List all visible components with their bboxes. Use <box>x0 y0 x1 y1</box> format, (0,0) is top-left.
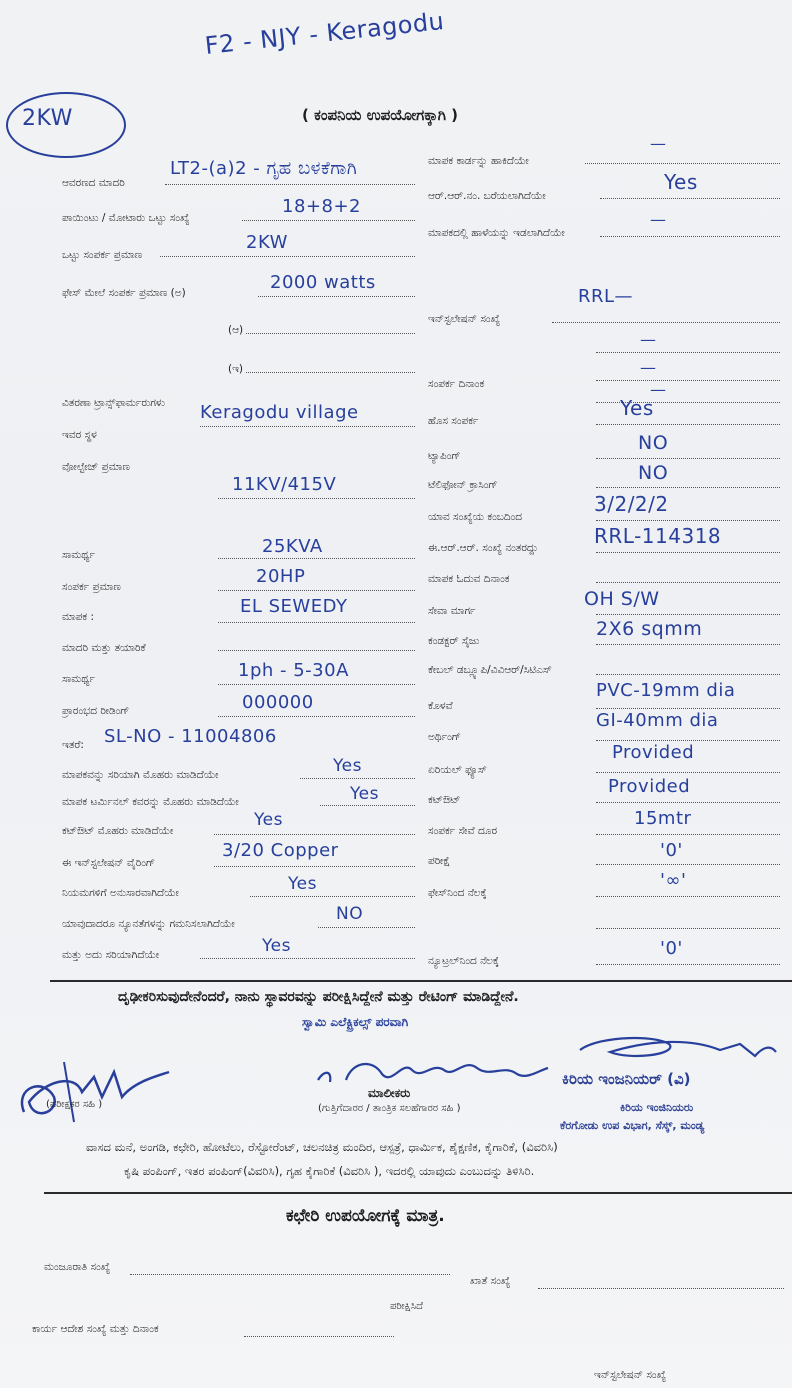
fill-line <box>218 590 415 591</box>
field-value: Yes <box>262 936 291 956</box>
field-value: — <box>650 380 667 399</box>
footnote-line-1: ವಾಸದ ಮನೆ, ಅಂಗಡಿ, ಕಛೇರಿ, ಹೋಟೆಲು, ರೆಸ್ಟೋರೆಂಟ್, ಚಲನಚಿತ್ರ ಮಂದಿರ, ಆಸ್ಪತ್ರೆ, ಧಾರ್ಮಿಕ, ಶೈಕ್ಷಣಿಕ, ಕೈಗಾರಿಕೆ, (ವಿವರಿಸಿ) <box>86 1140 558 1154</box>
field-value: '0' <box>660 938 683 959</box>
field-label: ಇನ್‌ಸ್ಟಲೇಷನ್ ಸಂಖ್ಯೆ <box>428 313 501 325</box>
field-label: ಯಾವುದಾದರೂ ನ್ಯೂನತೆಗಳನ್ನು ಗಮನಿಸಲಾಗಿದೆಯೇ <box>62 918 235 930</box>
fill-line <box>596 520 780 521</box>
field-value: '0' <box>660 840 683 861</box>
field-label: ನ್ಯೂಟ್ರಲ್‌ನಿಂದ ನೆಲಕ್ಕೆ <box>428 955 499 967</box>
fill-line <box>160 256 415 257</box>
field-label: ಸಾಮರ್ಥ್ಯ <box>62 673 95 685</box>
work-order-label: ಕಾರ್ಯ ಆದೇಶ ಸಂಖ್ಯೆ ಮತ್ತು ದಿನಾಂಕ <box>32 1323 159 1335</box>
field-value: 25KVA <box>262 536 323 557</box>
field-label: ಫೇಸ್‌ನಿಂದ ನೆಲಕ್ಕೆ <box>428 887 487 899</box>
fill-line <box>600 236 780 237</box>
field-value: NO <box>638 432 669 454</box>
sanction-number-label: ಮಂಜೂರಾತಿ ಸಂಖ್ಯೆ <box>44 1261 111 1273</box>
work-order-line <box>244 1336 394 1337</box>
field-value: 20HP <box>256 566 306 587</box>
field-value: Yes <box>288 874 317 894</box>
field-value: 2X6 sqmm <box>596 618 703 640</box>
fill-line <box>596 644 780 645</box>
field-label: ಆವರಣದ ಮಾದರಿ <box>62 177 125 189</box>
office-use-heading: ಕಛೇರಿ ಉಪಯೋಗಕ್ಕೆ ಮಾತ್ರ. <box>286 1206 445 1226</box>
fill-line <box>596 552 780 553</box>
footnote-line-2: ಕೃಷಿ ಪಂಪಿಂಗ್, ಇತರ ಪಂಪಿಂಗ್(ವಿವರಿಸಿ), ಗೃಹ ಕೈಗಾರಿಕೆ (ವಿವರಿಸಿ ), ಇದರಲ್ಲಿ ಯಾವುದು ಎಂಬುದನ್ನು ತಿಳಿಸಿರಿ. <box>124 1164 535 1178</box>
field-label: ಪರೀಕ್ಷೆ <box>428 855 451 867</box>
field-label: ಮಾಪಕ : <box>62 611 95 623</box>
fill-line <box>596 424 780 425</box>
fill-line <box>218 622 415 623</box>
fill-line <box>250 896 415 897</box>
field-value: Provided <box>608 776 691 797</box>
inspector-signature-label: (ಪರೀಕ್ಷಕರ ಸಹಿ ) <box>46 1099 103 1110</box>
field-value: EL SEWEDY <box>240 596 348 617</box>
field-label: ಅರ್ಥಿಂಗ್ <box>428 731 461 743</box>
field-label: ಏರಿಯಲ್ ಫ್ಯೂಸ್ <box>428 764 487 776</box>
field-value: Yes <box>620 396 654 420</box>
fill-line <box>200 958 415 959</box>
field-value: LT2-(a)2 - ಗೃಹ ಬಳಕೆಗಾಗಿ <box>170 158 358 179</box>
field-label: ಈ.ಆರ್.ಆರ್. ಸಂಖ್ಯೆ ನಂತರದ್ದು <box>428 542 539 554</box>
section-divider <box>50 980 792 982</box>
field-label: ನಿಯಮಗಳಿಗೆ ಅನುಸಾರವಾಗಿದೆಯೇ <box>62 887 179 899</box>
account-number-label: ಖಾತೆ ಸಂಖ್ಯೆ <box>470 1275 511 1287</box>
field-value: — <box>650 210 667 229</box>
field-value: RRL— <box>578 286 634 307</box>
field-value: Yes <box>350 784 379 804</box>
fill-line <box>242 220 415 221</box>
engineer-stamp-label: ಕಿರಿಯ ಇಂಜಿನಿಯರು <box>620 1101 694 1114</box>
field-label: ಸಂಪರ್ಕ ದಿನಾಂಕ <box>428 378 485 390</box>
fill-line <box>218 716 415 717</box>
field-value: 1ph - 5-30A <box>238 660 349 681</box>
field-label: ಒಟ್ಟು ಸಂಪರ್ಕ ಪ್ರಮಾಣ <box>62 249 143 261</box>
field-label: ಇತರೆ: <box>62 739 84 751</box>
field-value: NO <box>336 904 364 924</box>
fill-line <box>585 163 780 164</box>
fill-line <box>596 487 780 488</box>
field-label: ಮಾಪಕ ಟರ್ಮಿನಲ್ ಕವರನ್ನು ಮೊಹರು ಮಾಡಿದೆಯೇ <box>62 796 239 808</box>
field-value: NO <box>638 462 669 484</box>
field-value: OH S/W <box>584 588 660 610</box>
field-value: Yes <box>333 756 362 776</box>
fill-line <box>218 650 415 651</box>
fill-line <box>218 558 415 559</box>
field-label: ವೋಲ್ಟೇಜ್ ಪ್ರಮಾಣ <box>62 461 130 473</box>
fill-line <box>318 927 415 928</box>
field-value: 2KW <box>246 232 288 253</box>
field-value: SL-NO - 11004806 <box>104 726 277 747</box>
fill-line <box>596 740 780 741</box>
field-label: (ಇ) <box>228 363 244 375</box>
field-value: 18+8+2 <box>282 196 361 217</box>
field-label: (ಆ) <box>228 324 244 336</box>
field-label: ಟೆಲಿಫೋನ್ ಕ್ರಾಸಿಂಗ್ <box>428 479 498 491</box>
field-value: 11KV/415V <box>232 474 337 495</box>
field-label: ಫೇಸ್ ಮೇಲೆ ಸಂಪರ್ಕ ಪ್ರಮಾಣ (ಅ) <box>62 287 186 299</box>
field-value: Keragodu village <box>200 402 359 423</box>
field-value: — <box>650 134 667 153</box>
fill-line <box>600 198 780 199</box>
field-value: — <box>640 358 657 377</box>
field-value: GI-40mm dia <box>596 710 719 731</box>
field-label: ಕೊಳವೆ <box>428 700 453 712</box>
fill-line <box>200 426 415 427</box>
field-label: ಮತ್ತು ಅದು ಸರಿಯಾಗಿದೆಯೇ <box>62 949 160 961</box>
field-label: ವಿತರಣಾ ಟ್ರಾನ್ಸ್‌ಫಾರ್ಮರುಗಳು <box>62 397 165 409</box>
inspector-signature <box>4 1042 174 1130</box>
fill-line <box>218 498 415 499</box>
fill-line <box>214 834 415 835</box>
field-label: ಮಾದರಿ ಮತ್ತು ತಯಾರಿಕೆ <box>62 642 146 654</box>
field-label: ಆರ್.ಆರ್.ನಂ. ಬರೆಯಲಾಗಿದೆಯೇ <box>428 190 546 202</box>
field-label: ಕಂಡಕ್ಟರ್ ಸೈಜು <box>428 635 480 647</box>
field-value: PVC-19mm dia <box>596 680 736 701</box>
field-value: 3/20 Copper <box>222 840 339 861</box>
field-label: ಕೇಬಲ್ ಡಬ್ಲ್ಯೂಪಿ/ವಿವಿಆರ್/ಸಿಟಿಎಸ್ <box>428 664 552 676</box>
field-label: ಈ ಇನ್‌ಸ್ಟಲೇಷನ್ ವೈರಿಂಗ್ <box>62 857 156 869</box>
field-label: ಸೇವಾ ಮಾರ್ಗ <box>428 605 476 617</box>
fill-line <box>246 372 415 373</box>
fill-line <box>596 352 780 353</box>
contractor-signature <box>312 1040 552 1092</box>
field-label: ಸಾಮರ್ಥ್ಯ <box>62 549 95 561</box>
office-divider <box>44 1192 792 1194</box>
field-label: ಕಟ್‌ಔಟ್ <box>428 794 461 806</box>
engineer-stamp-subdivision: ಕೆರಗೋಡು ಉಪ ವಿಭಾಗ, ಸೆಸ್ಕ್, ಮಂಡ್ಯ <box>560 1119 705 1132</box>
field-label: ಯಾವ ಸಂಖ್ಯೆಯ ಕಂಬದಿಂದ <box>428 511 523 523</box>
fill-line <box>320 805 415 806</box>
owner-title: ಮಾಲೀಕರು <box>368 1086 411 1100</box>
field-label: ಮಾಪಕವನ್ನು ಸರಿಯಾಗಿ ಮೊಹರು ಮಾಡಿದೆಯೇ <box>62 769 219 781</box>
field-label: ಹೊಸ ಸಂಪರ್ಕ <box>428 415 479 427</box>
fill-line <box>596 928 780 929</box>
declaration-text: ದೃಢೀಕರಿಸುವುದೇನೆಂದರೆ, ನಾನು ಸ್ಥಾವರವನ್ನು ಪರೀಕ್ಷಿಸಿದ್ದೇನೆ ಮತ್ತು ರೇಟಿಂಗ್ ಮಾಡಿದ್ದೇನೆ. <box>118 989 519 1005</box>
fill-line <box>596 964 780 965</box>
field-label: ಇವರ ಸ್ಥಳ <box>62 429 97 441</box>
fill-line <box>596 896 780 897</box>
field-label: ಕಟ್‌ಔಟ್ ಮೊಹರು ಮಾಡಿದೆಯೇ <box>62 825 174 837</box>
fill-line <box>596 834 780 835</box>
fill-line <box>596 380 780 381</box>
fill-line <box>246 333 415 334</box>
field-value: 2000 watts <box>270 272 376 293</box>
fill-line <box>596 864 780 865</box>
fill-line <box>596 614 780 615</box>
field-value: Yes <box>254 810 283 830</box>
field-value: '∞' <box>660 870 687 891</box>
account-number-line <box>538 1288 784 1289</box>
field-value: 15mtr <box>634 808 692 829</box>
fill-line <box>218 684 415 685</box>
field-value: 000000 <box>242 692 314 713</box>
fill-line <box>300 778 415 779</box>
field-value: Provided <box>612 742 695 763</box>
engineer-signature <box>570 1030 780 1070</box>
field-label: ಸಂಪರ್ಕ ಪ್ರಮಾಣ <box>62 581 121 593</box>
fill-line <box>165 184 415 185</box>
field-label: ಪ್ರಾರಂಭದ ರೀಡಿಂಗ್ <box>62 705 130 717</box>
handwritten-title: F2 - NJY - Keragodu <box>203 6 446 60</box>
fill-line <box>596 772 780 773</box>
field-label: ಪಾಯಿಂಟು / ಮೋಟಾರು ಒಟ್ಟು ಸಂಖ್ಯೆ <box>62 212 190 224</box>
engineer-stamp-title: ಕಿರಿಯ ಇಂಜನಿಯರ್ (ವಿ) <box>562 1070 691 1088</box>
circled-load-text: 2KW <box>22 106 73 131</box>
fill-line <box>596 708 780 709</box>
field-value: RRL-114318 <box>594 524 722 548</box>
fill-line <box>596 802 780 803</box>
contractor-signature-label: (ಗುತ್ತಿಗೆದಾರರ / ತಾಂತ್ರಿಕ ಸಲಹೆಗಾರರ ಸಹಿ ) <box>318 1103 461 1114</box>
company-use-heading: ( ಕಂಪನಿಯ ಉಪಯೋಗಕ್ಕಾಗಿ ) <box>302 106 459 124</box>
sanction-number-line <box>130 1274 450 1275</box>
field-label: ಮಾಪಕ ಓದುವ ದಿನಾಂಕ <box>428 573 510 585</box>
field-label: ಸಂಪರ್ಕ ಸೇವೆ ದೂರ <box>428 825 498 837</box>
fill-line <box>258 296 415 297</box>
fill-line <box>552 322 780 323</box>
field-value: — <box>640 330 657 349</box>
fill-line <box>596 582 780 583</box>
fill-line <box>214 866 415 867</box>
stamp-line: ಸ್ವಾಮಿ ಎಲೆಕ್ಟ್ರಿಕಲ್ಸ್ ಪರವಾಗಿ <box>302 1015 409 1029</box>
fill-line <box>596 674 780 675</box>
field-value: 3/2/2/2 <box>594 492 669 516</box>
field-value: Yes <box>664 170 698 194</box>
verified-label: ಪರೀಕ್ಷಿಸಿದೆ <box>390 1301 423 1312</box>
installation-number-label: ಇನ್‌ಸ್ಟಲೇಷನ್ ಸಂಖ್ಯೆ <box>594 1369 667 1381</box>
field-label: ಮಾಪಕದಲ್ಲಿ ಹಾಳೆಯನ್ನು ಇಡಲಾಗಿದೆಯೇ <box>428 227 565 239</box>
field-label: ಮಾಪಕ ಕಾರ್ಡನ್ನು ಹಾಕಿದೆಯೇ <box>428 155 529 167</box>
fill-line <box>596 458 780 459</box>
field-label: ಟ್ಯಾಪಿಂಗ್ <box>428 450 461 462</box>
